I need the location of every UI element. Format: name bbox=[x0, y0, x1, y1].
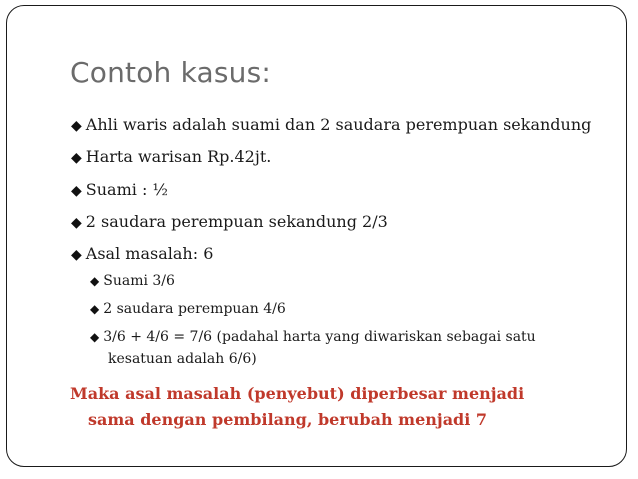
diamond-bullet-icon: ◆ bbox=[90, 302, 100, 316]
diamond-bullet-icon: ◆ bbox=[71, 118, 82, 134]
bullet-text: Suami : ½ bbox=[85, 180, 168, 199]
bullet-item bbox=[71, 212, 388, 231]
diamond-bullet-icon: ◆ bbox=[71, 247, 82, 263]
sub-bullet-text: Suami 3/6 bbox=[103, 273, 175, 289]
conclusion-line-1: Maka asal masalah (penyebut) diperbesar menjadi bbox=[70, 384, 525, 403]
bullet-text: Harta warisan Rp.42jt. bbox=[85, 147, 272, 166]
sub-bullet-text: 2 saudara perempuan 4/6 bbox=[103, 301, 286, 317]
bullet-item bbox=[71, 147, 271, 166]
sub-bullet-item bbox=[90, 273, 175, 289]
bullet-text: Ahli waris adalah suami dan 2 saudara perempuan sekandung bbox=[85, 115, 592, 134]
diamond-bullet-icon: ◆ bbox=[71, 183, 82, 199]
bullet-text: 2 saudara perempuan sekandung 2/3 bbox=[85, 212, 388, 231]
bullet-item bbox=[71, 180, 168, 199]
bullet-item bbox=[71, 244, 213, 263]
diamond-bullet-icon: ◆ bbox=[90, 330, 100, 344]
sub-bullet-text: kesatuan adalah 6/6) bbox=[108, 351, 257, 367]
diamond-bullet-icon: ◆ bbox=[71, 215, 82, 231]
sub-bullet-item bbox=[90, 329, 536, 345]
sub-bullet-continuation bbox=[108, 351, 257, 367]
bullet-text: Asal masalah: 6 bbox=[85, 244, 214, 263]
bullet-item bbox=[71, 115, 591, 134]
diamond-bullet-icon: ◆ bbox=[71, 150, 82, 166]
sub-bullet-item bbox=[90, 301, 286, 317]
slide-title: Contoh kasus: bbox=[70, 56, 272, 89]
conclusion-line-2: sama dengan pembilang, berubah menjadi 7 bbox=[88, 410, 488, 429]
sub-bullet-text: 3/6 + 4/6 = 7/6 (padahal harta yang diwariskan sebagai satu bbox=[103, 329, 536, 345]
diamond-bullet-icon: ◆ bbox=[90, 274, 100, 288]
